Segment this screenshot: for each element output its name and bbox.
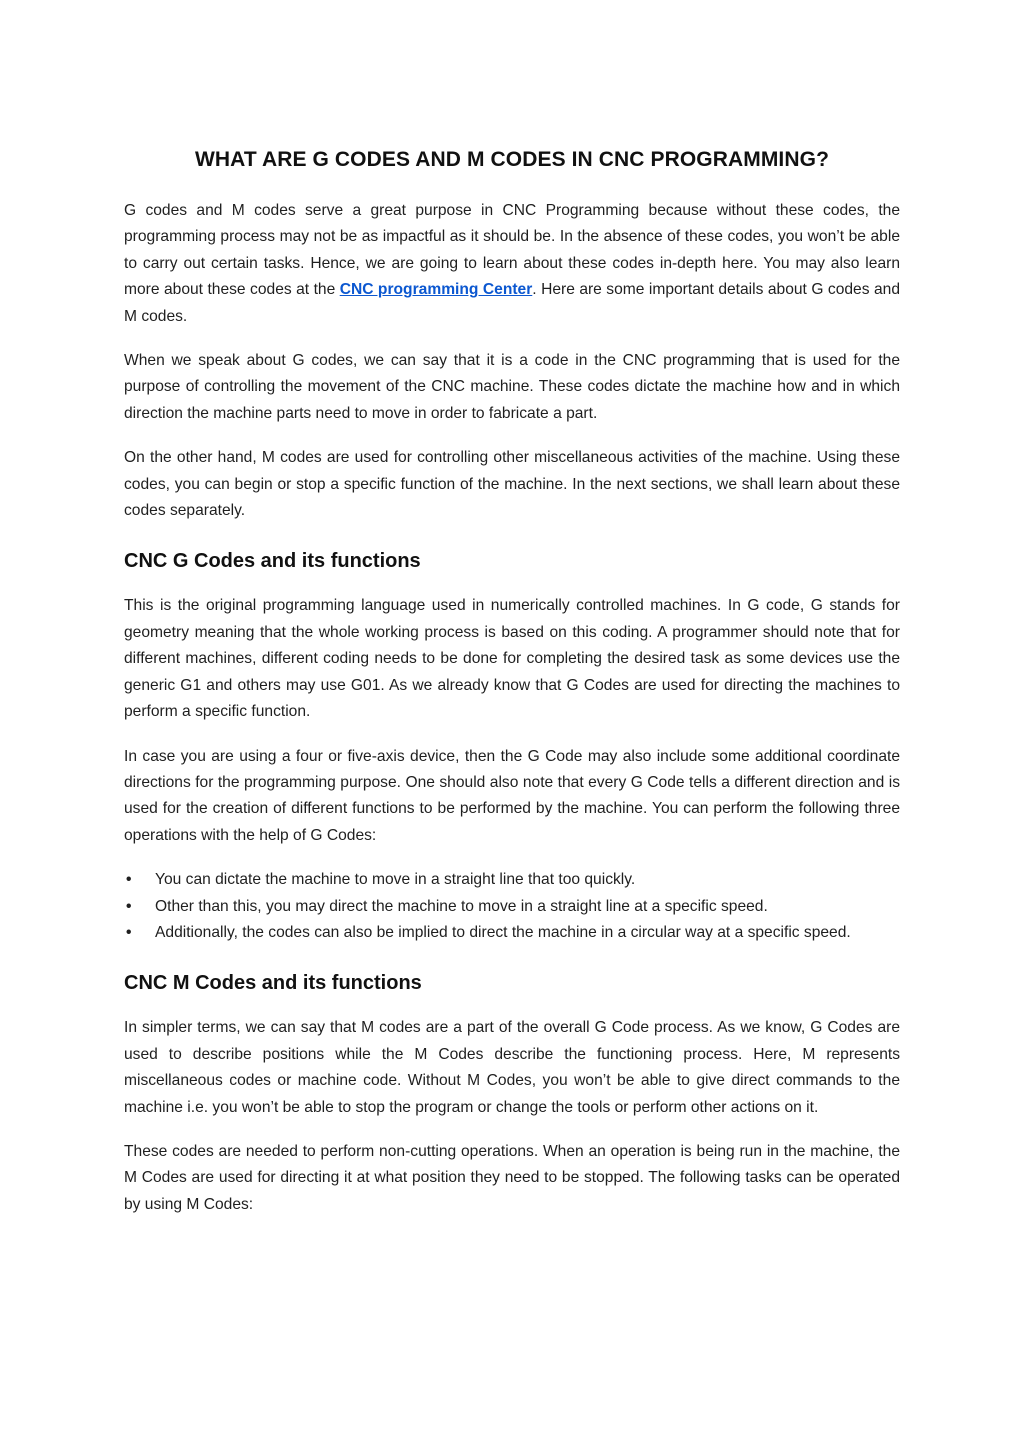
g-codes-section-heading: CNC G Codes and its functions (124, 550, 421, 573)
intro-text-after-link: . Here are some important details about G codes and M codes. (124, 281, 900, 325)
list-item-text: You can dictate the machine to move in a straight line that too quickly. (155, 871, 636, 889)
document-title: WHAT ARE G CODES AND M CODES IN CNC PROGRAMMING? (194, 148, 829, 171)
list-item (124, 894, 900, 920)
list-item (124, 920, 900, 946)
document-page (124, 148, 900, 1236)
m-codes-paragraph-1: In simpler terms, we can say that M codes are a part of the overall G Code process. As we know, G Codes are used to describe positions while the M Codes describe the functioning process. Here, M represents miscellaneous codes or machine code. Without M Codes, you won’t be able to give direct commands to the machine i.e. you won’t be able to stop the program or change the tools or perform other actions on it. (124, 1019, 900, 1116)
cnc-programming-center-link[interactable]: CNC programming Center (339, 281, 533, 299)
m-codes-paragraph-2: These codes are needed to perform non-cutting operations. When an operation is being run in the machine, the M Codes are used for directing it at what position they need to be stopped. The following tasks can be operated by using M Codes: (124, 1142, 900, 1213)
intro-paragraph (124, 198, 900, 330)
intro-text-before-link: G codes and M codes serve a great purpose in CNC Programming because without these codes, the programming process may not be as impactful as it should be. In the absence of these codes, you won’t be able to carry out certain tasks. Hence, we are going to learn about these codes in-depth here. You may also learn more about these codes at the (124, 202, 900, 299)
g-codes-paragraph-1: This is the original programming language used in numerically controlled machines. In G code, G stands for geometry meaning that the whole working process is based on this coding. A programmer should note that for different machines, different coding needs to be done for completing the desired task as some devices use the generic G1 and others may use G01. As we already know that G Codes are used for directing the machines to perform a specific function. (124, 597, 900, 721)
m-codes-section-heading: CNC M Codes and its functions (124, 972, 422, 995)
list-item (124, 867, 900, 893)
bullet-icon: • (126, 871, 132, 889)
bullet-icon: • (126, 923, 132, 941)
g-codes-intro-paragraph: When we speak about G codes, we can say that it is a code in the CNC programming that is used for the purpose of controlling the movement of the CNC machine. These codes dictate the machine how and in which direction the machine parts need to move in order to fabricate a part. (124, 352, 900, 422)
g-codes-operations-list (124, 867, 900, 946)
bullet-icon: • (126, 897, 132, 915)
list-item-text: Additionally, the codes can also be implied to direct the machine in a circular way at a specific speed. (155, 923, 851, 941)
list-item-text: Other than this, you may direct the machine to move in a straight line at a specific speed. (155, 897, 768, 915)
g-codes-paragraph-2: In case you are using a four or five-axis device, then the G Code may also include some additional coordinate directions for the programming purpose. One should also note that every G Code tells a different direction and is used for the creation of different functions to be performed by the machine. You can perform the following three operations with the help of G Codes: (124, 747, 900, 844)
m-codes-intro-paragraph: On the other hand, M codes are used for controlling other miscellaneous activities of the machine. Using these codes, you can begin or stop a specific function of the machine. In the next sections, we shall learn about these codes separately. (124, 449, 900, 520)
